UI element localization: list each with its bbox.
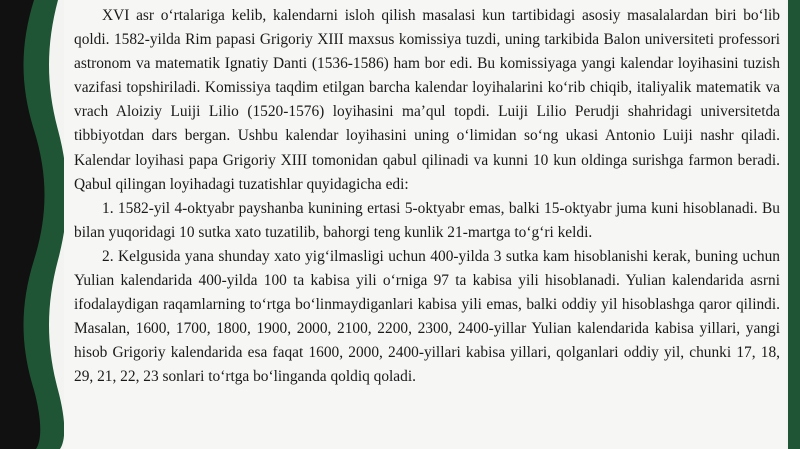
document-body bbox=[74, 4, 780, 390]
document-page bbox=[64, 0, 786, 449]
right-green-bar bbox=[788, 0, 800, 449]
paragraph-intro: XVI asr o‘rtalariga kelib, kalendarni isloh qilish masalasi kun tartibidagi asosiy masalalardan biri bo‘lib qoldi. 1582-yilda Rim papasi Grigoriy XIII maxsus komissiya tuzdi, uning tarkibida Balon universiteti professori astronom va matematik Ignatiy Danti (1536-1586) ham bor edi. Bu komissiyaga yangi kalendar loyihasini tuzish vazifasi topshiriladi. Komissiya taqdim etilgan barcha kalendar loyihalarini ko‘rib chiqib, italiyalik matematik va vrach Aloiziy Luiji Lilio (1520-1576) loyihasini ma’qul topdi. Luiji Lilio Perudji shahridagi universitetda tibbiyotdan dars bergan. Ushbu kalendar loyihasini uning o‘limidan so‘ng ukasi Antonio Luiji nashr qiladi. Kalendar loyihasi papa Grigoriy XIII tomonidan qabul qilinadi va kunni 10 kun oldinga surishga farmon beradi. Qabul qilingan loyihadagi tuzatishlar quyidagicha edi: bbox=[74, 7, 780, 193]
paragraph-item-1: 1. 1582-yil 4-oktyabr payshanba kunining ertasi 5-oktyabr emas, balki 15-oktyabr juma kuni hisoblanadi. Bu bilan yuqoridagi 10 sutka xato tuzatilib, bahorgi teng kunlik 21-martga to‘g‘ri keldi. bbox=[74, 199, 780, 241]
paragraph-item-2: 2. Kelgusida yana shunday xato yig‘ilmasligi uchun 400-yilda 3 sutka kam hisoblanishi kerak, buning uchun Yulian kalendarida 400-yilda 100 ta kabisa yili o‘rniga 97 ta kabisa yili hisoblanadi. Yulian kalendarida asrni ifodalaydigan raqamlarning to‘rtga bo‘linmaydiganlari kabisa yili emas, balki oddiy yil hisoblashga qaror qilindi. Masalan, 1600, 1700, 1800, 1900, 2000, 2100, 2200, 2300, 2400-yillar Yulian kalendarida kabisa yillari, yangi hisob Grigoriy kalendarida esa faqat 1600, 2000, 2400-yillari kabisa yillari, qolganlari oddiy yil, chunki 17, 18, 29, 21, 22, 23 sonlari to‘rtga bo‘linganda qoldiq qoladi. bbox=[74, 247, 780, 386]
